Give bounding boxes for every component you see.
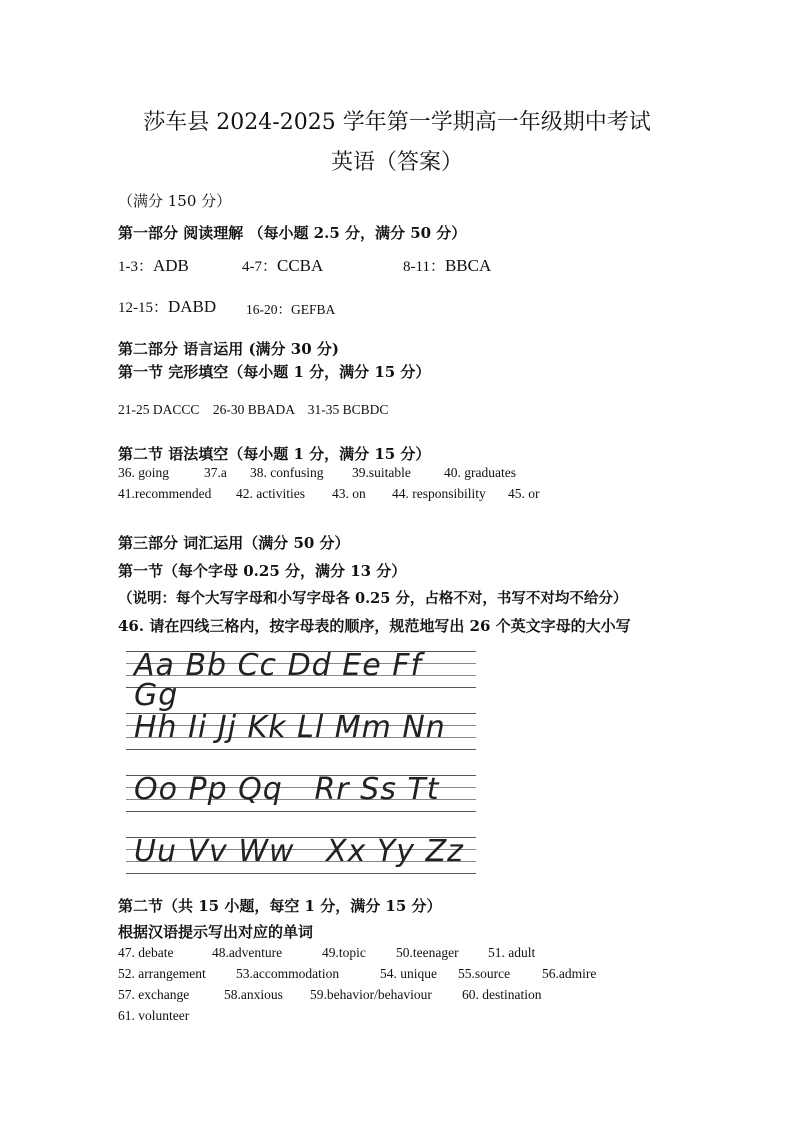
answer-group [242,255,323,276]
list-item: 53.accommodation [236,966,340,981]
four-line-band [126,833,476,873]
page-title: 莎车县 2024-2025 学年第一学期高一年级期中考试 [143,110,651,135]
letters-note: （说明：每个大写字母和小写字母各 0.25 分，占格不对，书写不对均不给分） [118,590,628,607]
answer-range: 1-3： [118,259,153,275]
cloze-answers: 21-25 DACCC 26-30 BBADA 31-35 BCBDC [118,402,389,417]
question-46: 46. 请在四线三格内，按字母表的顺序，规范地写出 26 个英文字母的大小写 [118,617,631,635]
answer-value: BBCA [444,256,492,275]
vocab-heading: 第二节（共 15 小题，每空 1 分，满分 15 分） [118,897,442,915]
four-line-band [126,647,476,713]
cloze-heading: 第一节 完形填空（每小题 1 分，满分 15 分） [118,363,431,381]
letter-row: Aa Bb Cc Dd Ee Ff Gg [134,648,423,713]
list-item: 49.topic [322,945,366,960]
list-item: 39.suitable [352,465,411,480]
list-item: 51. adult [488,945,536,960]
answer-range: 16-20： [246,302,291,317]
list-item: 59.behavior/behaviour [310,987,432,1002]
part3-heading: 第三部分 词汇运用（满分 50 分） [118,534,350,552]
list-item: 41.recommended [118,486,212,501]
full-score: （满分 150 分） [118,192,232,210]
answer-value: DABD [168,297,217,316]
list-item: 45. or [508,486,540,501]
four-line-band [126,771,476,811]
list-item: 44. responsibility [392,486,486,501]
list-item: 54. unique [380,966,437,981]
list-item: 61. volunteer [118,1008,190,1023]
answer-range: 4-7： [242,259,277,275]
letters-heading: 第一节（每个字母 0.25 分，满分 13 分） [118,562,407,580]
list-item: 36. going [118,465,170,480]
list-item: 52. arrangement [118,966,206,981]
list-item: 48.adventure [212,945,283,960]
vocab-instruction: 根据汉语提示写出对应的单词 [118,923,314,941]
grammar-heading: 第二节 语法填空（每小题 1 分，满分 15 分） [118,445,431,463]
answer-value: ADB [153,256,189,275]
letter-row: Hh Ii Jj Kk Ll Mm Nn [134,710,446,745]
list-item: 47. debate [118,945,174,960]
answer-group [246,298,335,318]
list-item: 58.anxious [224,987,283,1002]
letter-row: Oo Pp Qq Rr Ss Tt [134,772,440,807]
list-item: 42. activities [236,486,305,501]
letter-row: Uu Vv Ww Xx Yy Zz [134,834,464,869]
page-subtitle: 英语（答案） [330,150,463,175]
answer-group [118,296,216,317]
answer-group [118,255,189,276]
answer-range: 8-11： [403,259,445,275]
answer-group [403,255,491,276]
handwriting-grid [126,645,476,883]
list-item: 43. on [332,486,366,501]
list-item: 37.a [204,465,227,480]
list-item: 40. graduates [444,465,516,480]
part1-heading: 第一部分 阅读理解 （每小题 2.5 分，满分 50 分） [118,224,467,242]
answer-value: GEFBA [291,302,336,317]
list-item: 50.teenager [396,945,459,960]
answer-range: 12-15： [118,300,168,316]
list-item: 60. destination [462,987,542,1002]
list-item: 55.source [458,966,511,981]
four-line-band [126,709,476,749]
part2-heading: 第二部分 语言运用 (满分 30 分) [118,340,339,358]
list-item: 56.admire [542,966,597,981]
answer-value: CCBA [277,256,324,275]
list-item: 38. confusing [250,465,324,480]
list-item: 57. exchange [118,987,190,1002]
